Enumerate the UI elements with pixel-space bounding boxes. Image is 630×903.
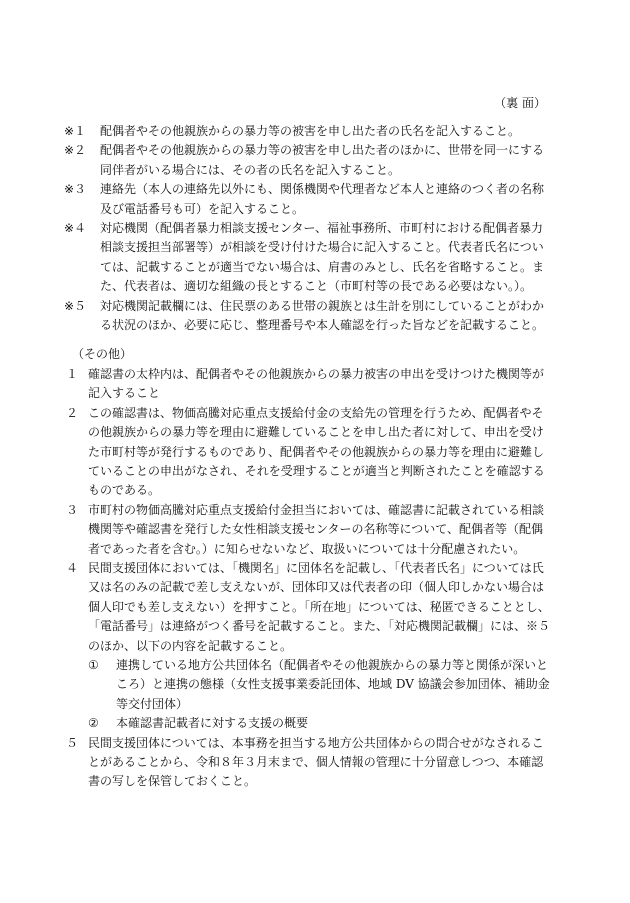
item-number: ５ [66,735,79,750]
sub-item [88,714,554,733]
sub-item-text: 連携している地方公共団体名（配偶者やその他親族からの暴力等と関係が深いところ）と連携の態様（女性支援事業委託団体、地域 DV 協議会参加団体、補助金等交付団体） [116,657,550,711]
reverse-side-label: （裏 面） [494,96,546,110]
sub-item-mark: ① [88,657,99,672]
note-text: 配偶者やその他親族からの暴力等の被害を申し出た者のほかに、世帯を同一にする同伴者がいる場合には、その者の氏名を記入すること。 [100,143,545,177]
numbered-item [64,734,554,792]
note-mark: ※３ [64,182,87,197]
note-text: 連絡先（本人の連絡先以外にも、関係機関や代理者など本人と連絡のつく者の名称及び電話番号も可）を記入すること。 [100,182,545,216]
note-text: 対応機関記載欄には、住民票のある世帯の親族とは生計を別にしていることがわかる状況のほか、必要に応じ、整理番号や本人確認を行った旨などを記載すること。 [100,298,545,333]
sub-item-mark: ② [88,716,99,731]
numbered-item [64,501,554,559]
note-mark: ※５ [64,298,87,313]
document-body [64,122,554,792]
sub-item [88,656,554,714]
note-item [64,122,554,141]
item-number: ３ [66,502,79,517]
note-mark: ※１ [64,124,87,138]
numbered-item [64,365,554,404]
item-number: ４ [66,560,79,575]
note-item [64,141,554,180]
numbered-item [64,559,554,656]
note-mark: ※２ [64,143,87,158]
sub-item-text: 本確認書記載者に対する支援の概要 [116,716,309,731]
note-item [64,297,554,336]
note-text: 対応機関（配偶者暴力相談支援センター、福祉事務所、市町村における配偶者暴力相談支援担当部署等）が相談を受け付けた場合に記入すること。代表者氏名については、記載することが適当でない場合は、肩書のみとし、氏名を省略すること。また、代表者は、適切な組織の長とすること（市町村等の長である必要はない。）。 [100,221,545,294]
item-text: 民間支援団体においては、「機関名」に団体名を記載し、「代表者氏名」については氏又は名のみの記載で差し支えないが、団体印又は代表者の印（個人印しかない場合は個人印でも差し支えない）を押すこと。「所在地」については、秘匿できることとし、「電話番号」は連絡がつく番号を記載すること。また、「対応機関記載欄」には、※５のほか、以下の内容を記載すること。 [88,560,551,653]
section-gap [64,335,554,345]
item-number: ２ [66,405,79,420]
item-number: １ [66,366,79,381]
note-text: 配偶者やその他親族からの暴力等の被害を申し出た者の氏名を記入すること。 [100,124,521,138]
note-mark: ※４ [64,221,87,236]
item-text: この確認書は、物価高騰対応重点支援給付金の支給先の管理を行うため、配偶者やその他親族からの暴力等を理由に避難していることを申し出た者に対して、申出を受けた市町村等が発行するものであり、配偶者やその他親族からの暴力等を理由に避難していることの申出がなされ、それを受理することが適当と判断されたことを確認するものである。 [88,405,545,498]
item-text: 民間支援団体については、本事務を担当する地方公共団体からの問合せがなされることがあることから、令和８年３月末まで、個人情報の管理に十分留意しつつ、本確認書の写しを保管しておくこと。 [88,735,544,789]
item-text: 市町村の物価高騰対応重点支援給付金担当においては、確認書に記載されている相談機関等や確認書を発行した女性相談支援センターの名称等について、配偶者等（配偶者であった者を含む。）に知らせないなど、取扱いについては十分配慮されたい。 [88,502,545,556]
note-item [64,180,554,219]
item-text: 確認書の太枠内は、配偶者やその他親族からの暴力被害の申出を受けつけた機関等が記入すること [88,366,545,401]
numbered-item [64,404,554,501]
other-heading: （その他） [72,347,133,362]
note-item [64,219,554,297]
